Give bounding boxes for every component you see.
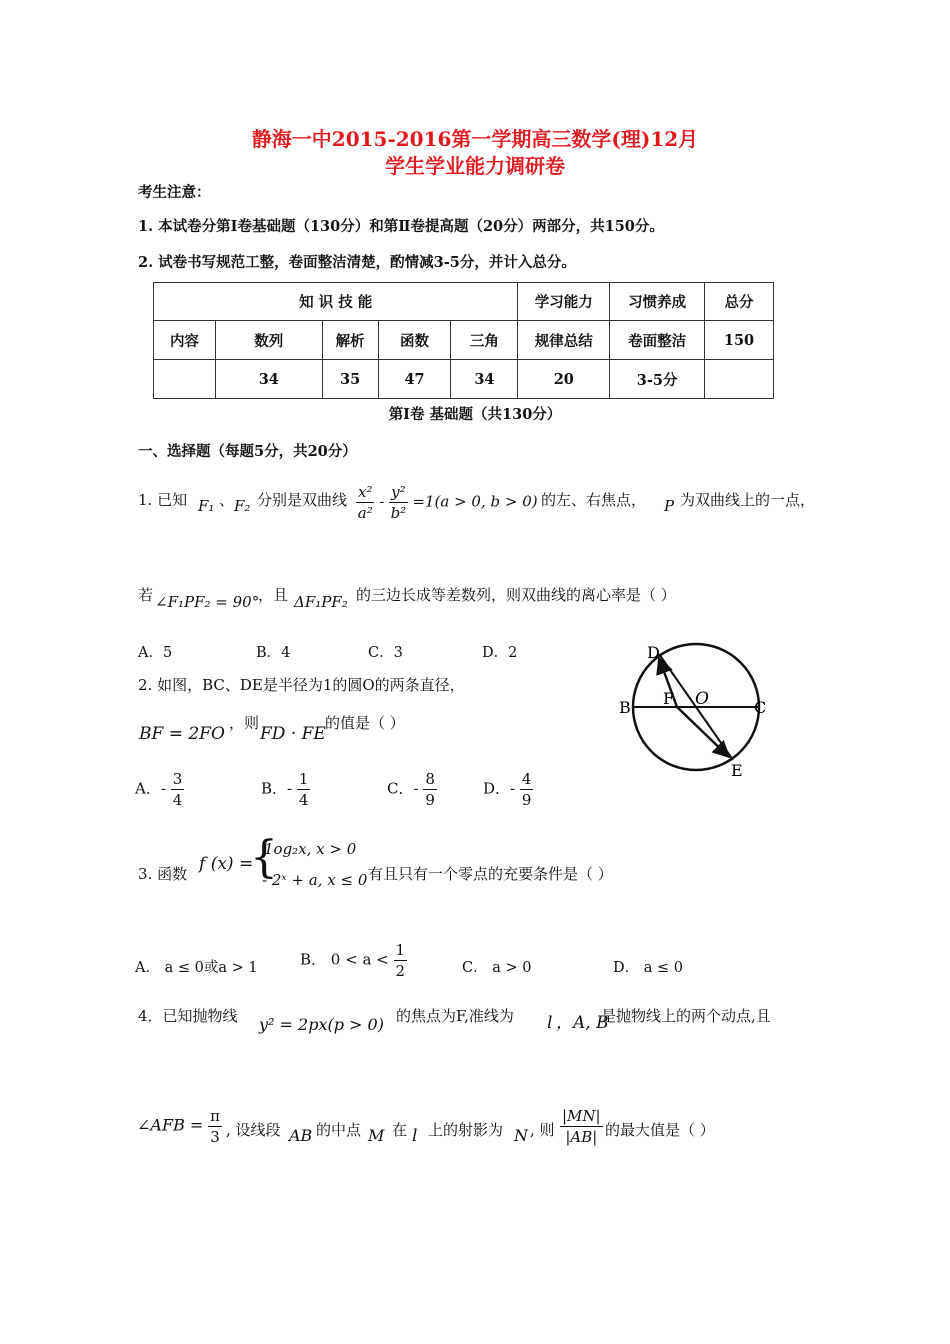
table-cell: 150: [705, 321, 774, 360]
q2-opt-d-den: 9: [521, 791, 532, 809]
q4-angle-expr: [137, 1106, 222, 1147]
table-cell: 20: [518, 360, 610, 399]
q1-sep: 、: [219, 491, 235, 509]
q1-line2-a: 若: [138, 586, 154, 604]
label-b: B: [619, 698, 631, 717]
q4-text-b: 是抛物线上的两个动点,且: [601, 1007, 771, 1025]
q4-point-m: M: [368, 1126, 385, 1145]
q2-opt-c-num: 8: [425, 770, 435, 788]
vector-fe: [677, 707, 729, 757]
q1-line2-b: ，且: [258, 586, 289, 604]
q3-fx: f (x) =: [199, 854, 254, 874]
q3-opt-b-den: 2: [395, 962, 406, 980]
header-habit: 习惯养成: [610, 283, 705, 321]
table-cell: 数列: [215, 321, 322, 360]
q2-opt-a-num: 3: [172, 770, 183, 788]
q4-mn: |MN|: [562, 1107, 601, 1125]
q1-num1: x²: [358, 483, 373, 501]
table-cell: [154, 360, 216, 399]
q3-lead: 3. 函数: [138, 865, 188, 883]
q1-f1: F₁: [198, 497, 215, 515]
q2-tail: 的值是（ ）: [325, 714, 405, 732]
header-total: 总分: [705, 283, 774, 321]
q4-pi: π: [210, 1107, 220, 1125]
q3-opt-b-num: 1: [395, 941, 406, 959]
q2-opt-d-label: D．-: [483, 779, 516, 798]
q1-text-c: 为双曲线上的一点，: [680, 491, 816, 509]
q4-ab: ，A, B: [556, 1013, 609, 1033]
table-cell: 34: [451, 360, 518, 399]
q2-opt-a-label: A．-: [135, 779, 166, 798]
q2-opt-b-den: 4: [298, 791, 309, 809]
table-cell: 内容: [154, 321, 216, 360]
section1-title: 一、选择题（每题5分，共20分）: [138, 443, 357, 460]
q4-three: 3: [210, 1128, 220, 1146]
q4-text-d: 的中点: [316, 1121, 362, 1139]
q2-option-c[interactable]: [387, 769, 437, 810]
table-cell: 34: [215, 360, 322, 399]
q2-opt-c-label: C．-: [387, 779, 419, 798]
q2-line1: 2. 如图，BC、DE是半径为1的圆O的两条直径，: [138, 676, 465, 694]
q1-text-b: 的左、右焦点，: [541, 491, 647, 509]
q4-l: l: [547, 1013, 553, 1033]
q2-opt-a-den: 4: [172, 791, 183, 809]
q2-option-a[interactable]: [135, 769, 184, 810]
table-cell: 规律总结: [518, 321, 610, 360]
table-cell: 卷面整洁: [610, 321, 705, 360]
q3-option-c[interactable]: C． a > 0: [462, 960, 532, 976]
q1-option-a[interactable]: A．5: [138, 645, 173, 661]
q2-opt-c-den: 9: [425, 791, 435, 809]
q3-opt-b-pre: B． 0 < a <: [300, 950, 389, 969]
notice-item-2: 2. 试卷书写规范工整，卷面整洁清楚，酌情减3-5分，并计入总分。: [138, 254, 576, 271]
label-e: E: [731, 761, 743, 780]
q1-f2: F₂: [234, 497, 251, 515]
q4-text-f: 上的射影为: [428, 1121, 504, 1139]
table-cell: 解析: [322, 321, 378, 360]
score-table: [153, 282, 774, 399]
q4-parabola: y² = 2px(p > 0): [259, 1015, 384, 1034]
q1-line2-c: 的三边长成等差数列，则双曲线的离心率是（ ）: [356, 586, 676, 604]
exam-title: 静海一中2015-2016第一学期高三数学(理)12月: [251, 127, 699, 151]
q3-option-a[interactable]: A． a ≤ 0或a > 1: [135, 960, 258, 976]
label-o: O: [695, 689, 709, 709]
q3-option-d[interactable]: D． a ≤ 0: [613, 960, 683, 976]
q1-angle: ∠F₁PF₂ = 90°: [155, 593, 260, 611]
q1-den2: b²: [390, 504, 407, 522]
q4-ratio: [560, 1106, 603, 1147]
q1-option-c[interactable]: C．3: [368, 645, 403, 661]
table-cell: 函数: [378, 321, 451, 360]
q1-lead: 1. 已知: [138, 491, 188, 509]
q1-option-b[interactable]: B．4: [256, 645, 291, 661]
table-cell: 3-5分: [610, 360, 705, 399]
table-cell: [705, 360, 774, 399]
circle-figure: [615, 640, 775, 780]
q4-segment-ab: AB: [289, 1126, 313, 1145]
q2-option-d[interactable]: [483, 769, 533, 810]
q4-ab-abs: |AB|: [565, 1128, 598, 1146]
q1-den1: a²: [357, 504, 373, 522]
q1-option-d[interactable]: D．2: [482, 645, 518, 661]
table-cell: 47: [378, 360, 451, 399]
q4-line-l: l: [412, 1126, 418, 1146]
q3-case1: 1og₂x, x > 0: [264, 840, 357, 858]
q1-text-a: 分别是双曲线: [257, 491, 348, 509]
q1-minus: -: [379, 492, 385, 511]
label-c: C: [754, 698, 767, 717]
header-learning: 学习能力: [518, 283, 610, 321]
q4-angle-pre: ∠AFB =: [137, 1115, 204, 1135]
q4-text-e: 在: [392, 1121, 408, 1139]
q4-text-a: 的焦点为F,准线为: [396, 1007, 514, 1025]
q2-expr: FD · FE: [260, 724, 326, 744]
q2-cond: BF = 2FO: [139, 724, 225, 744]
q1-num2: y²: [391, 483, 406, 501]
q2-opt-d-num: 4: [521, 770, 532, 788]
q3-tail: 有且只有一个零点的充要条件是（ ）: [368, 865, 613, 883]
table-cell: 三角: [451, 321, 518, 360]
q1-p: P: [664, 497, 675, 515]
q4-text-g: , 则: [530, 1121, 555, 1139]
label-d: D: [647, 643, 660, 662]
q1-triangle: ΔF₁PF₂: [294, 593, 348, 611]
q3-case2: - 2ˣ + a, x ≤ 0: [262, 871, 368, 889]
q2-mid: ，则: [229, 714, 260, 732]
q4-lead: 4．已知抛物线: [138, 1007, 238, 1025]
q1-eq-tail: =1(a > 0, b > 0): [412, 492, 538, 511]
notice-heading: 考生注意：: [138, 184, 211, 201]
part1-title: 第Ⅰ卷 基础题（共130分）: [388, 406, 562, 423]
q4-text-c: , 设线段: [226, 1121, 281, 1139]
q4-text-h: 的最大值是（ ）: [605, 1121, 715, 1139]
q4-point-n: N: [514, 1126, 528, 1145]
q2-opt-b-label: B．-: [261, 779, 293, 798]
q2-option-b[interactable]: [261, 769, 310, 810]
q1-hyperbola: [356, 482, 538, 523]
header-knowledge: 知 识 技 能: [154, 283, 518, 321]
q3-option-b[interactable]: [300, 940, 407, 981]
exam-subtitle: 学生学业能力调研卷: [385, 154, 565, 178]
q2-opt-b-num: 1: [298, 770, 309, 788]
label-f: F: [663, 689, 675, 708]
notice-item-1: 1. 本试卷分第Ⅰ卷基础题（130分）和第Ⅱ卷提高题（20分）两部分，共150分。: [138, 218, 664, 235]
q3-brace: {: [250, 832, 278, 883]
table-cell: 35: [322, 360, 378, 399]
